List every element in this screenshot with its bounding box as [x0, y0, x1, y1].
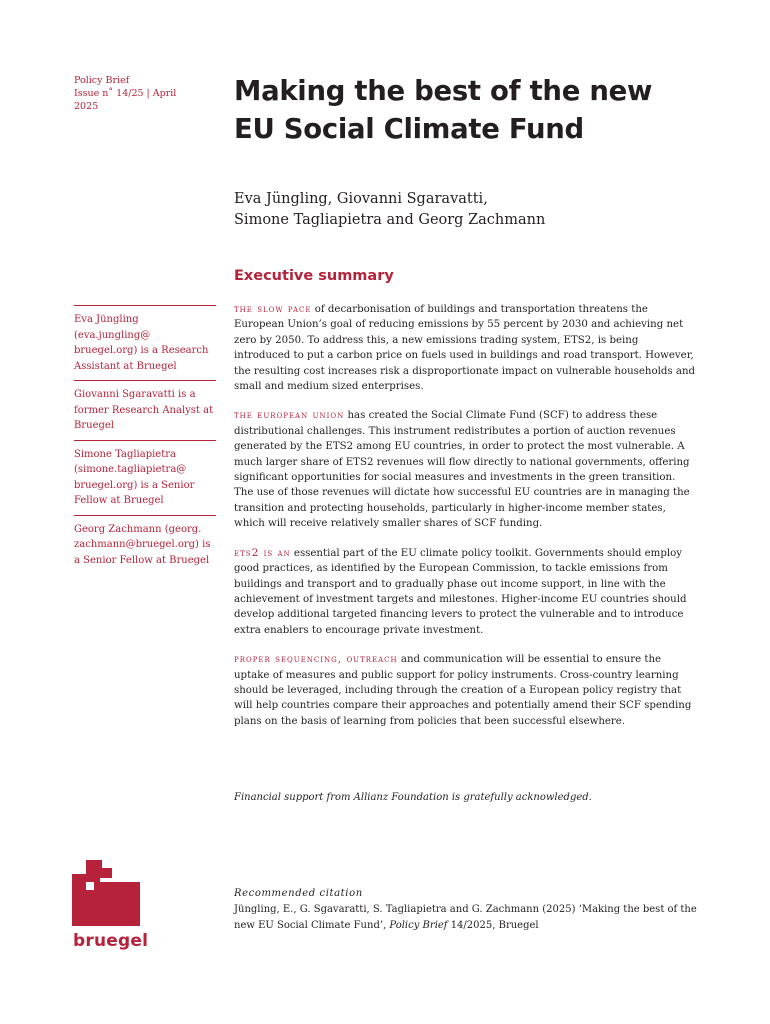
- funding-note: Financial support from Allianz Foundation is gratefully acknowledged.: [234, 792, 592, 803]
- citation-text-before: Jüngling, E., G. Sgavaratti, S. Tagliapietra and G. Zachmann (2025) ‘Making the best of the new EU Social Climate Fund’,: [234, 904, 697, 931]
- executive-summary-body: [234, 302, 696, 743]
- citation-text-after: 14/2025, Bruegel: [447, 920, 539, 931]
- summary-paragraph: [234, 302, 696, 394]
- authors-line-1: Eva Jüngling, Giovanni Sgaravatti,: [234, 191, 488, 207]
- authors-line-2: Simone Tagliapietra and Georg Zachmann: [234, 212, 546, 228]
- citation-text: [234, 902, 704, 934]
- citation-label: Recommended citation: [234, 888, 363, 899]
- paragraph-text: has created the Social Climate Fund (SCF) to address these distributional challenges. This instrument redistributes a portion of auction revenues generated by the ETS2 among EU countries, in order to protect the most vulnerable. A much larger share of ETS2 revenues will flow directly to national governments, offering significant opportunities for social measures and investments in the green transition. The use of those revenues will dictate how successful EU countries are in managing the transition and protecting households, particularly in higher-income member states, which will receive relatively smaller shares of SCF funding.: [234, 410, 690, 530]
- bruegel-wordmark: bruegel: [73, 931, 149, 951]
- summary-paragraph: [234, 546, 696, 638]
- author-bio: Giovanni Sgaravatti is a former Research Analyst at Bruegel: [74, 380, 216, 440]
- author-bio: Georg Zachmann (georg. zachmann@bruegel.org) is a Senior Fellow at Bruegel: [74, 515, 216, 575]
- summary-paragraph: [234, 408, 696, 531]
- paragraph-text: and communication will be essential to ensure the uptake of measures and public support for policy instruments. Cross-country learning should be leveraged, including through the creation of a European policy registry that will help countries compare their approaches and potentially amend their SCF spending plans on the basis of learning from policies that been successful elsewhere.: [234, 654, 692, 727]
- issue-label: Issue n˚ 14/25 | April 2025: [74, 88, 177, 112]
- paragraph-lead: ets2 is an: [234, 546, 291, 559]
- paragraph-lead: the slow pace: [234, 303, 312, 315]
- author-list: [234, 189, 714, 231]
- paragraph-text: essential part of the EU climate policy toolkit. Governments should employ good practices, as identified by the European Commission, to tackle emissions from buildings and transport and to gradually phase out income support, in line with the achievement of investment targets and milestones. Higher-income EU countries should develop additional targeted financing levers to protect the vulnerable and to introduce extra enablers to encourage private investment.: [234, 547, 687, 636]
- title-line-1: Making the best of the new: [234, 75, 653, 107]
- page-title: [234, 72, 734, 148]
- summary-paragraph: [234, 652, 696, 729]
- title-line-2: EU Social Climate Fund: [234, 113, 584, 145]
- paragraph-lead: proper sequencing, outreach: [234, 653, 398, 666]
- author-bio: Simone Tagliapietra (simone.tagliapietra@ bruegel.org) is a Senior Fellow at Bruegel: [74, 440, 216, 515]
- author-bio: Eva Jüngling (eva.jungling@ bruegel.org) is a Research Assistant at Bruegel: [74, 305, 216, 380]
- series-label: Policy Brief: [74, 75, 130, 86]
- section-heading: Executive summary: [234, 268, 394, 284]
- recommended-citation: [234, 886, 704, 934]
- publication-meta: [74, 74, 194, 113]
- paragraph-text: of decarbonisation of buildings and transportation threatens the European Union’s goal of reducing emissions by 55 percent by 2030 and achieving net zero by 2050. To address this, a new emissions trading system, ETS2, is being introduced to put a carbon price on fuels used in buildings and road transport. However, the resulting cost increases risk a disproportionate impact on vulnerable households and small and medium sized enterprises.: [234, 304, 696, 393]
- citation-italic: Policy Brief: [389, 920, 448, 931]
- author-bios: [74, 305, 216, 574]
- paragraph-lead: the european union: [234, 409, 345, 422]
